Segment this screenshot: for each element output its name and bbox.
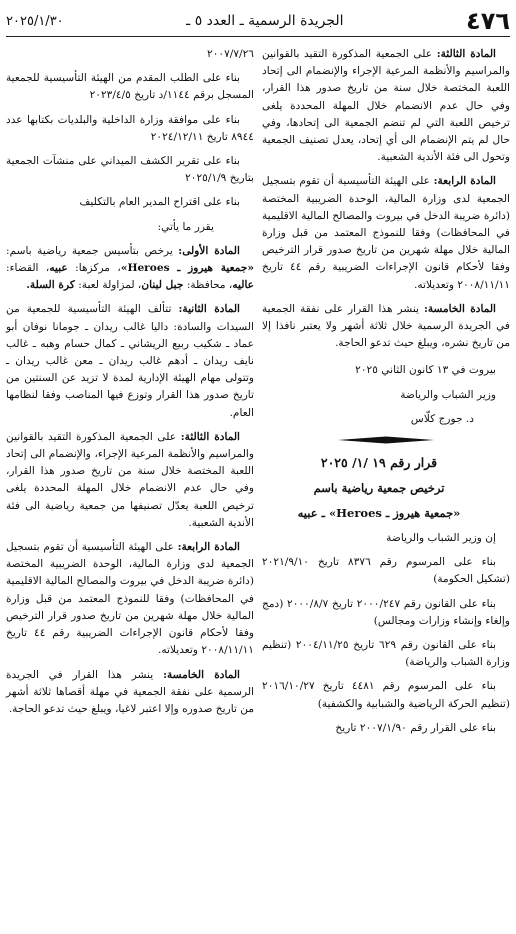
article-4-text: على الهيئة التأسيسية أن تقوم بتسجيل الجمعية لدى وزارة المالية، الوحدة الضريبية المختصة (دائرة ضريبة الدخل في بيروت والمصالح المالية الاقليمية في المحافظات) وفقا للنموذج المعتمد من قبل وزارة المالية خلال مهلة شهرين من تاريخ صدور قرار الترخيص وفقا لأحكام قانون الإجراءات الضريبية رقم ٤٤ تاريخ ٢٠٠٨/١١/١١ وتعديلاته. [6,541,254,657]
basis-item: بناء على القانون رقم ٢٠٠٠/٢٤٧ تاريخ ٢٠٠٠/٨/٧ (دمج وإلغاء وإنشاء وزارات ومجالس) [262,597,510,627]
gazette-title: الجريدة الرسمية ـ العدد ٥ ـ [186,13,344,29]
basis-item: بناء على اقتراح المدير العام بالتكليف [79,196,240,209]
article-5-text: ينشر هذا القرار على نفقة الجمعية في الجريدة الرسمية خلال ثلاثة أشهر ولا يعتبر نافذا إلا من تاريخ نشره، ويبلغ حيث تدعو الحاجة. [262,302,510,350]
basis-item: بناء على المرسوم رقم ٤٤٨١ تاريخ ٢٠١٦/١٠/٢٧ (تنظيم الحركة الرياضية والشبابية والكشفية) [262,680,510,710]
place-date: بيروت في ١٣ كانون الثاني ٢٠٢٥ [355,364,496,377]
article-3-text: على الجمعية المذكورة التقيد بالقوانين والمراسيم والأنظمة المرعية الإجراء، والإنضمام الى إتحاد اللعبة المختصة خلال سنة من تاريخ صدور هذا القرار، وفي حال عدم الانضمام خلال المهلة المحددة يلغى ترخيص اللعبة يعدّل تصنيفها من جمعية رياضية الى فئة الأندية الشعبية. [6,430,254,529]
association-name: «جمعية هيروز ـ Heroes» [120,262,254,275]
article-3-label: المادة الثالثة: [180,430,241,443]
divider-ornament [338,435,434,445]
article-1-text: ، مركزها: [75,262,121,275]
article-5-text: ينشر هذا القرار في الجريدة الرسمية على نفقة الجمعية في مهلة أقصاها ثلاثة أشهر من تاريخ صدوره وإلا اعتبر لاغيا، ويبلغ حيث تدعو الحاجة. [6,668,254,715]
page-header [6,6,510,37]
decides-heading: يقرر ما يأتي: [157,220,214,233]
basis-item: بناء على الطلب المقدم من الهيئة التأسيسية للجمعية المسجل برقم ١١٤٤/د تاريخ ٢٠٢٣/٤/٥ [6,72,254,102]
article-1-text: يرخص بتأسيس جمعية رياضية باسم: [6,244,173,257]
association-governorate: جبل لبنان [141,279,184,292]
article-3 [6,429,254,532]
basis-item: بناء على المرسوم رقم ٨٣٧٦ تاريخ ٢٠٢١/٩/١٠ (تشكيل الحكومة) [262,556,510,586]
article-2 [6,301,254,421]
article-4-label: المادة الرابعة: [433,175,496,188]
association-district: عاليه [232,279,254,292]
article-4 [6,539,254,659]
association-sport: كرة السلة. [26,279,75,292]
article-4-label: المادة الرابعة: [177,541,240,554]
decision-association-name: «جمعية هيروز ـ Heroes» ـ عبيه [297,506,461,521]
issuer: إن وزير الشباب والرياضة [386,532,496,545]
article-3-text: على الجمعية المذكورة التقيد بالقوانين والمراسيم والأنظمة المرعية الإجراء والإنضمام الى إتحاد اللعبة المختصة خلال سنة من تاريخ صدور هذا القرار، وفي حال عدم الانضمام خلال المهلة المحددة يلغى ترخيص اللعبة التي لم تنضم الجمعية الى إتحادها، وفي حال لم يتم الإنضمام الى أي إتحاد، يعدل تصنيف الجمعية وتحول الى فئة الأندية الشعبية. [262,48,510,164]
article-4 [262,173,510,293]
article-1-text: ، لمزاولة لعبة: [78,279,142,292]
association-center: عبيه [49,262,68,275]
article-4-text: على الهيئة التأسيسية أن تقوم بتسجيل الجمعية لدى وزارة المالية، الوحدة الضريبية المختصة (دائرة ضريبة الدخل في بيروت والمصالح المالية الاقليمية في المحافظات) وفقا للنموذج المعتمد من قبل وزارة المالية خلال مهلة شهرين من تاريخ صدور قرار الترخيص وفقا لأحكام قانون الإجراءات الضريبية رقم ٤٤ تاريخ ٢٠٠٨/١١/١١ وتعديلاته. [262,175,510,291]
decision-subtitle: ترخيص جمعية رياضية باسم [313,481,445,496]
minister-name: د. جورج كلّاس [410,412,474,425]
page-number: ٤٧٦ [466,7,510,35]
continued-date: ٢٠٠٧/٧/٢٦ [207,48,254,60]
issue-date: ٢٠٢٥/١/٣٠ [6,13,64,29]
article-5 [262,301,510,353]
article-1-text: ، القضاء: [6,262,50,275]
basis-item: بناء على موافقة وزارة الداخلية والبلديات بكتابها عدد ٨٩٤٤ تاريخ ٢٠٢٤/١٢/١١ [6,113,254,143]
minister-title: وزير الشباب والرياضة [400,388,496,401]
article-1 [6,243,254,295]
article-3 [262,46,510,166]
article-2-label: المادة الثانية: [178,303,240,316]
left-column [6,46,254,725]
article-2-text: تتألف الهيئة التأسيسية للجمعية من السيدات والسادة: داليا غالب ريدان ـ جومانا نوفان أبو عماد ـ شكيب ربيع الريشاني ـ كمال حسام وهبه ـ غالب نايف ريدان ـ أدهم غالب ريدان ـ معن غالب ريدان ـ وتتولى مهام الهيئة الإدارية لمدة لا تزيد عن السنتين من تاريخ صدور هذا القرار وتوزع فيها المناصب وفقا لنظامها العام. [6,303,254,419]
article-1-label: المادة الأولى: [178,244,240,257]
article-5-label: المادة الخامسة: [423,302,496,315]
basis-item: بناء على القرار رقم ٢٠٠٧/١/٩٠ تاريخ [335,721,496,734]
article-5-label: المادة الخامسة: [163,668,240,681]
article-1-text: ، محافظة: [186,279,233,292]
section-divider [262,435,510,445]
basis-item: بناء على تقرير الكشف الميداني على منشآت الجمعية بتاريخ ٢٠٢٥/١/٩ [6,155,254,185]
article-5 [6,667,254,719]
article-3-label: المادة الثالثة: [436,48,497,60]
right-column [262,46,510,744]
decision-title: قرار رقم ١٩ /١/ ٢٠٢٥ [320,455,438,471]
basis-item: بناء على القانون رقم ٦٢٩ تاريخ ٢٠٠٤/١١/٢٥ (تنظيم وزارة الشباب والرياضة) [262,639,510,669]
